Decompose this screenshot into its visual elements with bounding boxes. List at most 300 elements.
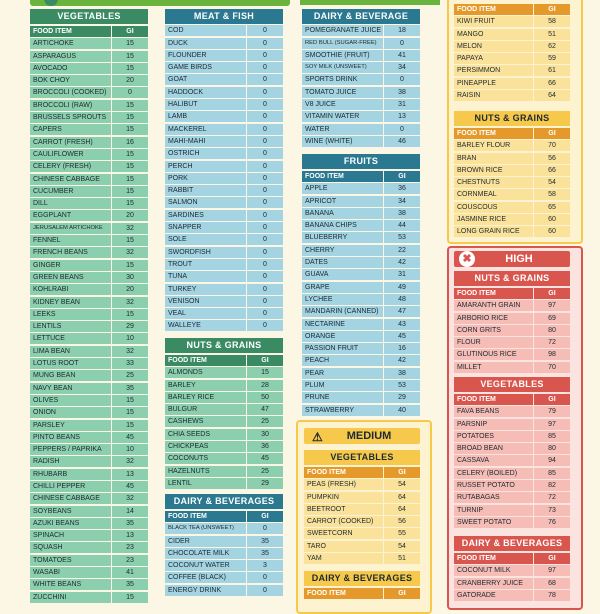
medium-vegetables-table	[304, 450, 420, 564]
gi-value-cell: 25	[247, 416, 283, 427]
gi-value-cell: 43	[384, 319, 420, 330]
header-food-item: FOOD ITEM	[165, 355, 246, 366]
gi-value-cell: 59	[534, 53, 570, 64]
header-food-item: FOOD ITEM	[165, 511, 246, 522]
header-food-item: FOOD ITEM	[454, 288, 533, 299]
table-row	[454, 29, 570, 40]
gi-value-cell: 13	[112, 469, 148, 480]
gi-value-cell: 38	[384, 87, 420, 98]
gi-value-cell: 54	[384, 541, 420, 552]
food-item-cell: CHESTNUTS	[454, 177, 533, 188]
high-label: HIGH	[505, 253, 533, 265]
food-item-cell: SOY MILK (UNSWEET)	[302, 62, 383, 73]
food-item-cell: COCONUT WATER	[165, 560, 246, 571]
gi-value-cell: 98	[534, 349, 570, 360]
table-row	[454, 517, 570, 528]
header-food-item: FOOD ITEM	[302, 171, 383, 182]
gi-value-cell: 34	[384, 196, 420, 207]
gi-value-cell: 0	[247, 25, 283, 36]
table-row	[165, 247, 283, 258]
gi-value-cell: 15	[112, 124, 148, 135]
table-row	[454, 492, 570, 503]
gi-value-cell: 15	[112, 198, 148, 209]
food-item-cell: PINEAPPLE	[454, 78, 533, 89]
gi-value-cell: 3	[247, 560, 283, 571]
food-item-cell: RED BULL (SUGAR-FREE)	[302, 38, 383, 49]
table-header	[454, 553, 570, 564]
header-gi: GI	[247, 355, 283, 366]
gi-value-cell: 61	[534, 65, 570, 76]
table-row	[454, 468, 570, 479]
table-row	[30, 51, 148, 62]
table-row	[30, 579, 148, 590]
table-row	[454, 202, 570, 213]
food-item-cell: PARSLEY	[30, 420, 111, 431]
gi-value-cell: 36	[247, 441, 283, 452]
food-item-cell: SARDINES	[165, 210, 246, 221]
table-row	[30, 186, 148, 197]
table-header	[165, 355, 283, 366]
gi-value-cell: 0	[247, 259, 283, 270]
high-vegetables-table	[454, 377, 570, 528]
gi-value-cell: 28	[247, 380, 283, 391]
food-item-cell: PERCH	[165, 161, 246, 172]
table-row	[30, 542, 148, 553]
food-item-cell: RUSSET POTATO	[454, 480, 533, 491]
table-row	[165, 271, 283, 282]
table-row	[454, 53, 570, 64]
gi-value-cell: 97	[534, 565, 570, 576]
gi-value-cell: 49	[384, 282, 420, 293]
gi-value-cell: 0	[247, 161, 283, 172]
gi-value-cell: 94	[534, 455, 570, 466]
table-row	[304, 479, 420, 490]
gi-value-cell: 15	[112, 149, 148, 160]
food-item-cell: SMOOTHIE (FRUIT)	[302, 50, 383, 61]
food-item-cell: JERUSALEM ARTICHOKE	[30, 223, 111, 234]
gi-value-cell: 32	[112, 346, 148, 357]
gi-value-cell: 41	[384, 50, 420, 61]
gi-value-cell: 16	[112, 137, 148, 148]
gi-value-cell: 85	[534, 431, 570, 442]
gi-value-cell: 0	[247, 222, 283, 233]
header-gi: GI	[534, 288, 570, 299]
table-row	[302, 99, 420, 110]
table-row	[454, 590, 570, 601]
food-item-cell: RAISIN	[454, 90, 533, 101]
gi-value-cell: 33	[112, 358, 148, 369]
table-row	[165, 210, 283, 221]
food-item-cell: JASMINE RICE	[454, 214, 533, 225]
food-item-cell: CARROT (FRESH)	[30, 137, 111, 148]
food-item-cell: PRUNE	[302, 392, 383, 403]
food-item-cell: BARLEY	[165, 380, 246, 391]
table-row	[454, 480, 570, 491]
food-item-cell: TURKEY	[165, 284, 246, 295]
food-item-cell: MACKEREL	[165, 124, 246, 135]
food-item-cell: POTATOES	[454, 431, 533, 442]
table-row	[454, 189, 570, 200]
section-title: DAIRY & BEVERAGES	[454, 536, 570, 551]
gi-value-cell: 48	[384, 294, 420, 305]
gi-value-cell: 32	[112, 223, 148, 234]
table-row	[165, 161, 283, 172]
food-item-cell: VEAL	[165, 308, 246, 319]
food-item-cell: SOLE	[165, 234, 246, 245]
table-row	[30, 260, 148, 271]
table-row	[302, 319, 420, 330]
food-item-cell: TARO	[304, 541, 383, 552]
table-row	[30, 198, 148, 209]
food-item-cell: CAPERS	[30, 124, 111, 135]
gi-value-cell: 0	[384, 38, 420, 49]
table-row	[454, 313, 570, 324]
gi-value-cell: 47	[247, 404, 283, 415]
table-row	[454, 578, 570, 589]
food-item-cell: LONG GRAIN RICE	[454, 226, 533, 237]
food-item-cell: ARTICHOKE	[30, 38, 111, 49]
fruits-table	[302, 154, 420, 416]
food-item-cell: NAVY BEAN	[30, 383, 111, 394]
gi-value-cell: 53	[384, 380, 420, 391]
food-item-cell: FRENCH BEANS	[30, 247, 111, 258]
food-item-cell: BROCCOLI (RAW)	[30, 100, 111, 111]
food-item-cell: ALMONDS	[165, 367, 246, 378]
high-dairy-beverages-table	[454, 536, 570, 601]
food-item-cell: HADDOCK	[165, 87, 246, 98]
food-item-cell: MANGO	[454, 29, 533, 40]
gi-value-cell: 38	[384, 368, 420, 379]
gi-value-cell: 0	[247, 585, 283, 596]
table-row	[165, 284, 283, 295]
food-item-cell: PARSNIP	[454, 419, 533, 430]
food-item-cell: LENTILS	[30, 321, 111, 332]
section-title: DAIRY & BEVERAGE	[302, 9, 420, 24]
header-gi: GI	[534, 4, 570, 15]
gi-value-cell: 0	[247, 173, 283, 184]
food-item-cell: KIDNEY BEAN	[30, 297, 111, 308]
table-row	[165, 466, 283, 477]
table-row	[30, 432, 148, 443]
table-row	[454, 431, 570, 442]
gi-value-cell: 82	[534, 480, 570, 491]
gi-value-cell: 0	[247, 62, 283, 73]
table-row	[30, 567, 148, 578]
gi-value-cell: 73	[534, 505, 570, 516]
gi-value-cell: 0	[247, 523, 283, 534]
gi-value-cell: 15	[112, 260, 148, 271]
food-item-cell: ASPARAGUS	[30, 51, 111, 62]
table-row	[302, 38, 420, 49]
gi-value-cell: 68	[534, 578, 570, 589]
gi-value-cell: 44	[384, 220, 420, 231]
table-row	[165, 441, 283, 452]
food-item-cell: LENTIL	[165, 478, 246, 489]
food-item-cell: GAME BIRDS	[165, 62, 246, 73]
table-row	[30, 444, 148, 455]
food-item-cell: VITAMIN WATER	[302, 111, 383, 122]
food-item-cell: PASSION FRUIT	[302, 343, 383, 354]
gi-value-cell: 0	[247, 74, 283, 85]
gi-value-cell: 40	[384, 405, 420, 416]
food-item-cell: SQUASH	[30, 542, 111, 553]
food-item-cell: WATER	[302, 124, 383, 135]
gi-value-cell: 22	[384, 245, 420, 256]
table-row	[454, 140, 570, 151]
meat-fish-table	[165, 9, 283, 331]
food-item-cell: LOTUS ROOT	[30, 358, 111, 369]
table-row	[30, 346, 148, 357]
food-item-cell: OLIVES	[30, 395, 111, 406]
food-item-cell: FENNEL	[30, 235, 111, 246]
warning-icon: ⚠	[312, 430, 323, 444]
food-item-cell: CORN GRITS	[454, 325, 533, 336]
gi-value-cell: 35	[112, 518, 148, 529]
table-row	[165, 392, 283, 403]
table-row	[165, 585, 283, 596]
table-row	[165, 259, 283, 270]
section-title: VEGETABLES	[304, 450, 420, 465]
table-row	[165, 404, 283, 415]
gi-value-cell: 29	[247, 478, 283, 489]
table-row	[30, 161, 148, 172]
food-item-cell: PLUM	[302, 380, 383, 391]
table-row	[302, 282, 420, 293]
table-row	[302, 74, 420, 85]
gi-value-cell: 15	[112, 112, 148, 123]
gi-value-cell: 15	[112, 309, 148, 320]
food-item-cell: SALMON	[165, 197, 246, 208]
food-item-cell: OSTRICH	[165, 148, 246, 159]
header-gi: GI	[384, 588, 420, 599]
table-row	[30, 112, 148, 123]
food-item-cell: GOAT	[165, 74, 246, 85]
gi-value-cell: 35	[247, 548, 283, 559]
gi-value-cell: 0	[247, 38, 283, 49]
table-header	[304, 467, 420, 478]
food-item-cell: TURNIP	[454, 505, 533, 516]
table-row	[302, 294, 420, 305]
food-item-cell: SWEET POTATO	[454, 517, 533, 528]
section-title: NUTS & GRAINS	[454, 111, 570, 126]
food-item-cell: GINGER	[30, 260, 111, 271]
table-row	[30, 395, 148, 406]
table-row	[30, 124, 148, 135]
table-row	[165, 185, 283, 196]
food-item-cell: DUCK	[165, 38, 246, 49]
table-row	[302, 220, 420, 231]
gi-value-cell: 79	[534, 406, 570, 417]
gi-value-cell: 15	[112, 38, 148, 49]
food-item-cell: CASSAVA	[454, 455, 533, 466]
gi-value-cell: 78	[534, 590, 570, 601]
table-row	[454, 325, 570, 336]
food-item-cell: FAVA BEANS	[454, 406, 533, 417]
table-row	[165, 111, 283, 122]
gi-value-cell: 0	[247, 50, 283, 61]
food-item-cell: CHILLI PEPPER	[30, 481, 111, 492]
table-header	[454, 394, 570, 405]
food-item-cell: CASHEWS	[165, 416, 246, 427]
food-item-cell: CORNMEAL	[454, 189, 533, 200]
table-row	[30, 370, 148, 381]
table-row	[30, 506, 148, 517]
food-item-cell: COD	[165, 25, 246, 36]
table-row	[165, 62, 283, 73]
table-row	[302, 306, 420, 317]
gi-value-cell: 25	[112, 370, 148, 381]
food-item-cell: LETTUCE	[30, 333, 111, 344]
gi-value-cell: 15	[112, 63, 148, 74]
dairy-beverage-table	[302, 9, 420, 147]
table-row	[165, 320, 283, 331]
gi-value-cell: 64	[384, 504, 420, 515]
table-row	[30, 223, 148, 234]
table-row	[454, 337, 570, 348]
table-row	[454, 362, 570, 373]
gi-value-cell: 50	[247, 392, 283, 403]
table-row	[304, 516, 420, 527]
food-item-cell: CUCUMBER	[30, 186, 111, 197]
header-gi: GI	[112, 26, 148, 37]
gi-value-cell: 46	[384, 136, 420, 147]
high-nuts-grains-table	[454, 271, 570, 373]
header-food-item: FOOD ITEM	[30, 26, 111, 37]
header-gi: GI	[384, 467, 420, 478]
table-row	[302, 196, 420, 207]
food-item-cell: GRAPE	[302, 282, 383, 293]
gi-value-cell: 0	[384, 124, 420, 135]
gi-value-cell: 32	[112, 297, 148, 308]
food-item-cell: SWEETCORN	[304, 528, 383, 539]
food-item-cell: CIDER	[165, 536, 246, 547]
table-row	[302, 257, 420, 268]
food-item-cell: BARLEY RICE	[165, 392, 246, 403]
food-item-cell: WINE (WHITE)	[302, 136, 383, 147]
table-row	[454, 406, 570, 417]
food-item-cell: SNAPPER	[165, 222, 246, 233]
x-mark-icon: ✖	[459, 251, 475, 267]
gi-value-cell: 69	[534, 313, 570, 324]
food-item-cell: CHOCOLATE MILK	[165, 548, 246, 559]
header-gi: GI	[384, 171, 420, 182]
food-item-cell: WALLEYE	[165, 320, 246, 331]
table-row	[165, 296, 283, 307]
table-row	[302, 25, 420, 36]
gi-value-cell: 65	[534, 202, 570, 213]
food-item-cell: CHINESE CABBAGE	[30, 174, 111, 185]
food-item-cell: SWORDFISH	[165, 247, 246, 258]
section-title: DAIRY & BEVERAGES	[304, 571, 420, 586]
table-row	[30, 149, 148, 160]
food-item-cell: PUMPKIN	[304, 492, 383, 503]
gi-value-cell: 72	[534, 337, 570, 348]
table-row	[302, 392, 420, 403]
table-row	[302, 355, 420, 366]
table-header	[454, 4, 570, 15]
food-item-cell: AVOCADO	[30, 63, 111, 74]
header-food-item: FOOD ITEM	[304, 467, 383, 478]
table-row	[454, 153, 570, 164]
table-row	[165, 38, 283, 49]
table-row	[30, 420, 148, 431]
table-row	[302, 368, 420, 379]
food-item-cell: PAPAYA	[454, 53, 533, 64]
gi-value-cell: 13	[112, 530, 148, 541]
table-row	[30, 87, 148, 98]
gi-value-cell: 23	[112, 542, 148, 553]
food-item-cell: PEAR	[302, 368, 383, 379]
table-header	[302, 171, 420, 182]
low-nuts-grains-table	[165, 338, 283, 489]
table-header	[454, 128, 570, 139]
gi-value-cell: 64	[534, 90, 570, 101]
gi-value-cell: 97	[534, 300, 570, 311]
table-row	[30, 174, 148, 185]
table-row	[30, 469, 148, 480]
food-item-cell: TOMATOES	[30, 555, 111, 566]
food-item-cell: SOYBEANS	[30, 506, 111, 517]
gi-value-cell: 0	[247, 197, 283, 208]
table-row	[30, 75, 148, 86]
table-row	[302, 232, 420, 243]
food-item-cell: COUSCOUS	[454, 202, 533, 213]
food-item-cell: KOHLRABI	[30, 284, 111, 295]
gi-value-cell: 35	[112, 383, 148, 394]
table-row	[454, 41, 570, 52]
food-item-cell: AMARANTH GRAIN	[454, 300, 533, 311]
food-item-cell: VENISON	[165, 296, 246, 307]
gi-value-cell: 15	[112, 186, 148, 197]
food-item-cell: MUNG BEAN	[30, 370, 111, 381]
table-row	[454, 226, 570, 237]
section-title: VEGETABLES	[454, 377, 570, 392]
food-item-cell: CELERY (BOILED)	[454, 468, 533, 479]
table-row	[30, 555, 148, 566]
food-item-cell: DATES	[302, 257, 383, 268]
gi-value-cell: 45	[112, 481, 148, 492]
food-item-cell: PORK	[165, 173, 246, 184]
table-row	[454, 78, 570, 89]
table-row	[30, 481, 148, 492]
gi-value-cell: 0	[247, 185, 283, 196]
gi-value-cell: 0	[247, 572, 283, 583]
gi-value-cell: 23	[112, 555, 148, 566]
table-row	[454, 443, 570, 454]
low-header-strip	[30, 0, 290, 6]
table-row	[454, 565, 570, 576]
gi-value-cell: 32	[112, 456, 148, 467]
food-item-cell: CAULIFLOWER	[30, 149, 111, 160]
gi-value-cell: 41	[112, 567, 148, 578]
gi-value-cell: 54	[384, 479, 420, 490]
table-row	[302, 111, 420, 122]
table-row	[302, 331, 420, 342]
table-row	[454, 300, 570, 311]
table-row	[165, 416, 283, 427]
table-row	[302, 50, 420, 61]
food-item-cell: SPINACH	[30, 530, 111, 541]
medium-label: MEDIUM	[346, 430, 392, 442]
gi-value-cell: 30	[112, 272, 148, 283]
high-badge	[454, 251, 570, 267]
section-title: VEGETABLES	[30, 9, 148, 24]
food-item-cell: COCONUTS	[165, 453, 246, 464]
food-item-cell: LAMB	[165, 111, 246, 122]
table-header	[454, 288, 570, 299]
table-row	[165, 572, 283, 583]
gi-value-cell: 18	[384, 25, 420, 36]
